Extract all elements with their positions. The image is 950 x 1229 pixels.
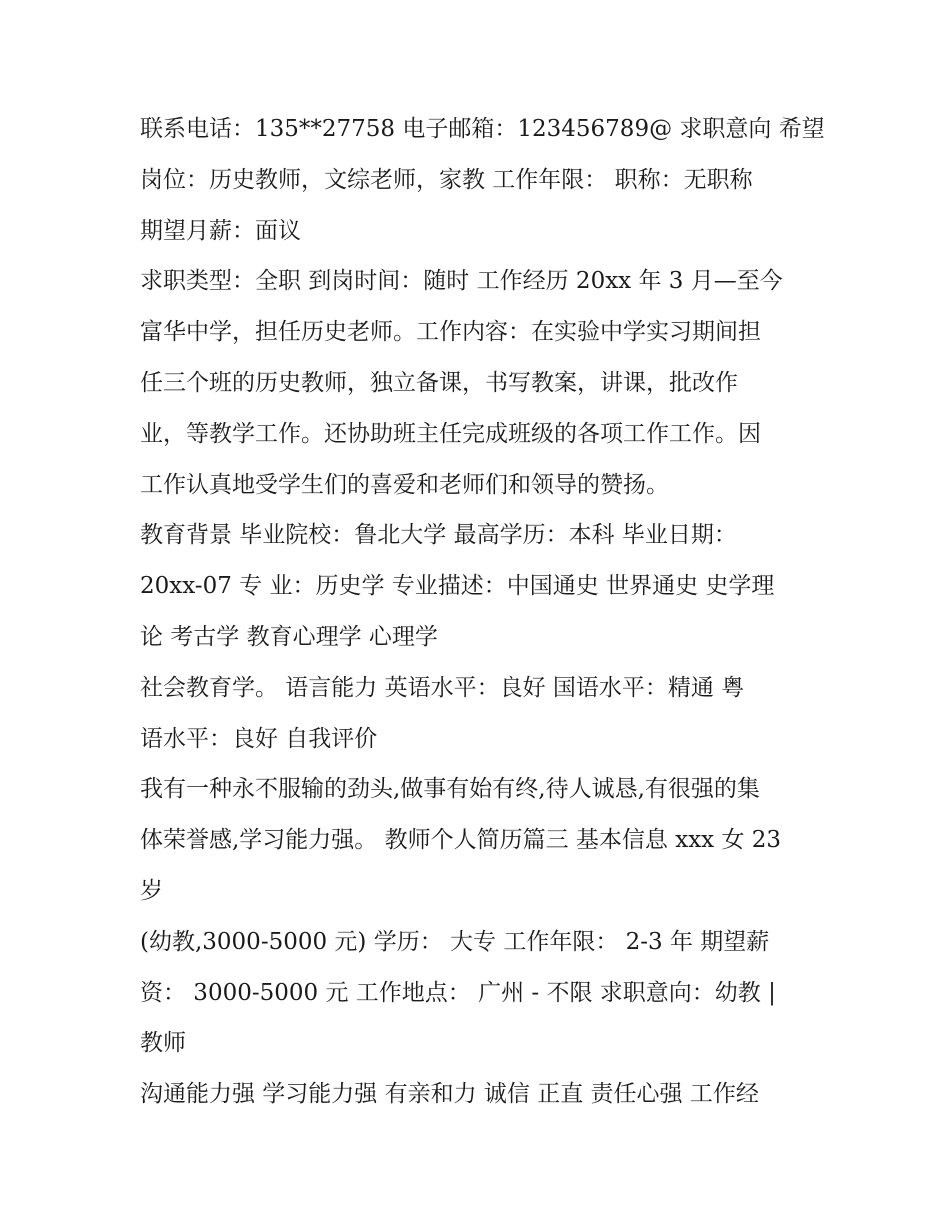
text-line: 任三个班的历史教师，独立备课，书写教案，讲课，批改作 [140, 369, 738, 396]
text-line: 求职类型：全职 到岗时间：随时 工作经历 20xx 年 3 月—至今 [140, 268, 783, 295]
text-line: 论 考古学 教育心理学 心理学 [140, 623, 438, 650]
text-line: 社会教育学。 语言能力 英语水平：良好 国语水平：精通 粤 [140, 674, 745, 701]
text-line: 工作认真地受学生们的喜爱和老师们和领导的赞扬。 [140, 471, 669, 498]
text-line: (幼教,3000-5000 元) 学历： 大专 工作年限： 2-3 年 期望薪 [140, 928, 770, 955]
text-line: 岗位：历史教师，文综老师，家教 工作年限： 职称：无职称 [140, 166, 753, 193]
text-line: 期望月薪：面议 [140, 217, 301, 244]
text-line: 沟通能力强 学习能力强 有亲和力 诚信 正直 责任心强 工作经 [140, 1081, 759, 1108]
text-line: 富华中学，担任历史老师。工作内容：在实验中学实习期间担 [140, 319, 761, 346]
text-line: 教育背景 毕业院校：鲁北大学 最高学历：本科 毕业日期： [140, 522, 737, 549]
text-line: 体荣誉感,学习能力强。 教师个人简历篇三 基本信息 xxx 女 23 [140, 827, 782, 854]
text-line: 岁 [140, 877, 163, 904]
text-line: 资： 3000-5000 元 工作地点： 广州 - 不限 求职意向：幼教 | [140, 979, 776, 1006]
text-line: 我有一种永不服输的劲头,做事有始有终,待人诚恳,有很强的集 [140, 776, 760, 803]
text-line: 业，等教学工作。还协助班主任完成班级的各项工作工作。因 [140, 420, 761, 447]
text-line: 联系电话：135**27758 电子邮箱：123456789@ 求职意向 希望 [140, 116, 825, 142]
text-line: 20xx-07 专 业：历史学 专业描述：中国通史 世界通史 史学理 [140, 573, 775, 600]
text-line: 教师 [140, 1030, 186, 1057]
document-body [140, 104, 825, 1120]
text-line: 语水平：良好 自我评价 [140, 725, 378, 752]
